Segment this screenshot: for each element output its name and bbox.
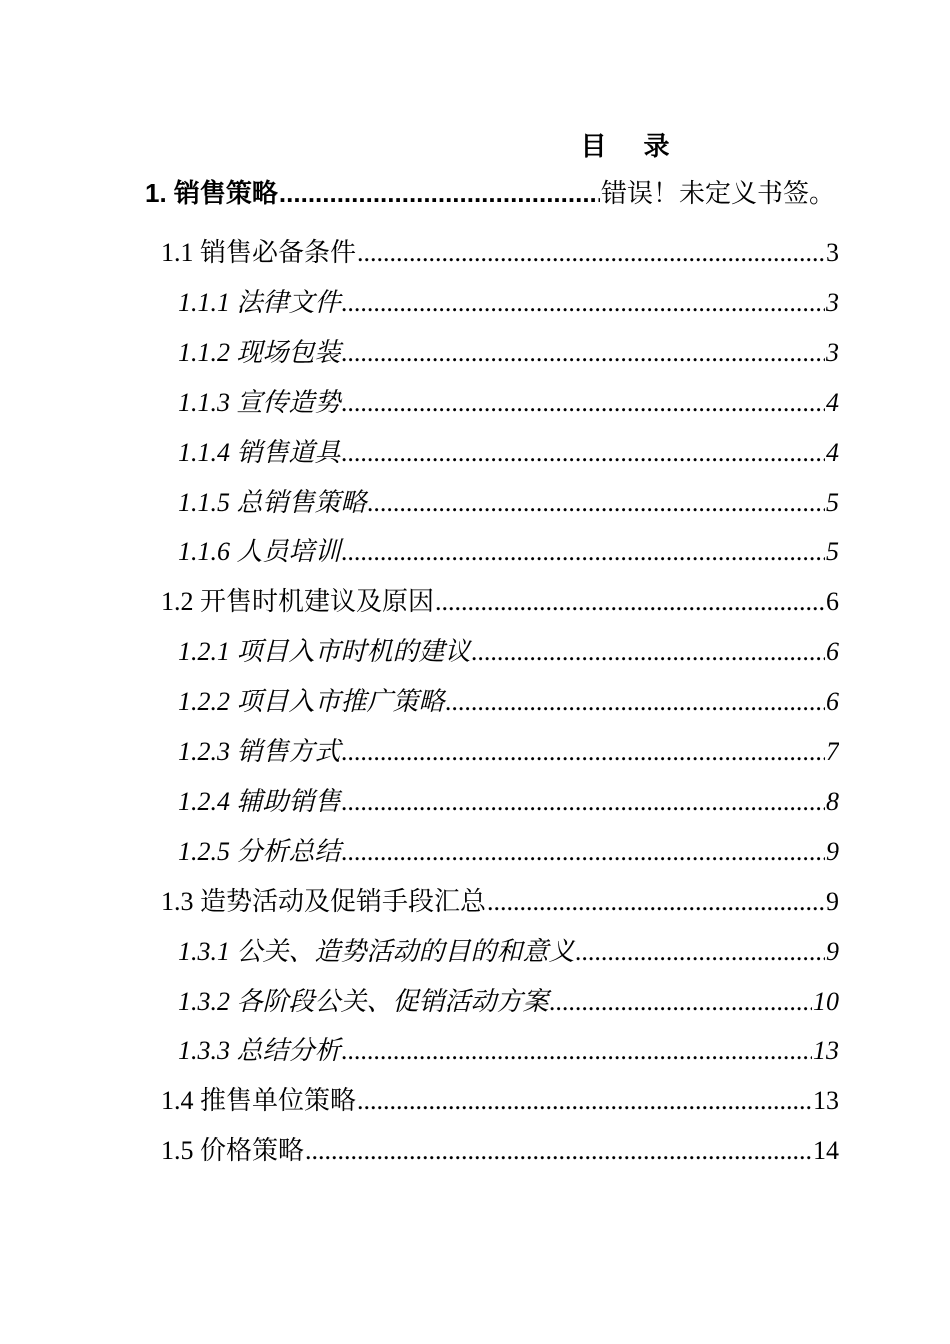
toc-entry-label: 1. 销售策略: [145, 178, 278, 208]
toc-entry-page: 3: [826, 337, 839, 367]
toc-entry[interactable]: [178, 386, 839, 420]
toc-entry-page: 3: [826, 287, 839, 317]
toc-entry[interactable]: [161, 885, 839, 919]
toc-entry-page: 10: [813, 986, 839, 1016]
toc-entry-page: 6: [826, 587, 839, 617]
toc-entry-label: 1.1.5 总销售策略: [178, 487, 367, 517]
dot-leader: [357, 1084, 812, 1118]
dot-leader: [446, 685, 825, 719]
toc-entry-label: 1.1.2 现场包装: [178, 337, 341, 367]
toc-entry-label: 1.4 推售单位策略: [161, 1086, 357, 1116]
dot-leader: [472, 635, 825, 669]
toc-entry-label: 1.2.4 辅助销售: [178, 786, 341, 816]
toc-entry-label: 1.1 销售必备条件: [161, 238, 357, 267]
toc-entry-label: 1.5 价格策略: [161, 1136, 305, 1166]
toc-entry-page: 4: [826, 437, 839, 467]
toc-entry[interactable]: [178, 1034, 839, 1068]
toc-entry[interactable]: [161, 236, 839, 270]
toc-entry-page: 9: [826, 836, 839, 866]
dot-leader: [342, 535, 825, 569]
toc-entry-page: 7: [826, 737, 839, 766]
toc-entry-page: 6: [826, 637, 839, 667]
toc-entry-page: 8: [826, 786, 839, 816]
toc-entry[interactable]: [161, 585, 839, 619]
toc-entry-label: 1.2 开售时机建议及原因: [161, 587, 435, 617]
dot-leader: [368, 486, 825, 520]
dot-leader: [342, 785, 825, 819]
toc-entry-label: 1.2.5 分析总结: [178, 836, 341, 866]
toc-entry[interactable]: [161, 1084, 839, 1118]
toc-entry-page: 9: [826, 886, 839, 916]
toc-entry-page: 4: [826, 387, 839, 417]
dot-leader: [305, 1134, 812, 1168]
dot-leader: [342, 386, 825, 420]
toc-entry[interactable]: [178, 535, 839, 569]
toc-entry[interactable]: [178, 835, 839, 869]
toc-entry-label: 1.2.3 销售方式: [178, 737, 341, 766]
toc-entry-label: 1.1.3 宣传造势: [178, 387, 341, 417]
toc-entry-page: 13: [813, 1086, 839, 1116]
toc-entry-page: 错误！未定义书签。: [600, 179, 835, 208]
dot-leader: [279, 176, 600, 210]
toc-entry-page: 6: [826, 687, 839, 717]
toc-entry[interactable]: [178, 635, 839, 669]
toc-entry-label: 1.3.1 公关、造势活动的目的和意义: [178, 936, 575, 966]
toc-entry-label: 1.1.1 法律文件: [178, 287, 341, 317]
toc-entry[interactable]: [178, 286, 839, 320]
toc-entry[interactable]: [178, 486, 839, 520]
toc-entry[interactable]: [145, 176, 835, 211]
toc-entry[interactable]: [178, 935, 839, 969]
dot-leader: [550, 985, 812, 1019]
dot-leader: [342, 735, 825, 769]
toc-entry-label: 1.2.2 项目入市推广策略: [178, 687, 445, 717]
dot-leader: [576, 935, 825, 969]
dot-leader: [342, 1034, 812, 1068]
toc-entry-page: 5: [826, 487, 839, 517]
toc-entry-page: 14: [813, 1136, 839, 1166]
toc-entry-page: 5: [826, 537, 839, 567]
dot-leader: [357, 236, 825, 270]
toc-entry[interactable]: [178, 985, 839, 1019]
toc-title: 目 录: [580, 132, 684, 162]
dot-leader: [342, 336, 825, 370]
toc-entry[interactable]: [178, 685, 839, 719]
toc-entry[interactable]: [178, 785, 839, 819]
toc-entry-label: 1.1.4 销售道具: [178, 437, 341, 467]
toc-entry[interactable]: [178, 735, 839, 769]
toc-entry-label: 1.3.2 各阶段公关、促销活动方案: [178, 986, 549, 1016]
toc-entry[interactable]: [178, 336, 839, 370]
toc-entry-label: 1.2.1 项目入市时机的建议: [178, 637, 471, 667]
toc-entry-page: 13: [813, 1036, 839, 1066]
toc-entry-label: 1.3 造势活动及促销手段汇总: [161, 886, 487, 916]
dot-leader: [435, 585, 825, 619]
dot-leader: [487, 885, 825, 919]
dot-leader: [342, 286, 825, 320]
toc-entry[interactable]: [178, 436, 839, 470]
toc-entry-page: 3: [826, 238, 839, 267]
dot-leader: [342, 835, 825, 869]
toc-entry[interactable]: [161, 1134, 839, 1168]
dot-leader: [342, 436, 825, 470]
toc-entry-label: 1.1.6 人员培训: [178, 537, 341, 567]
toc-entry-page: 9: [826, 936, 839, 966]
toc-entry-label: 1.3.3 总结分析: [178, 1036, 341, 1066]
